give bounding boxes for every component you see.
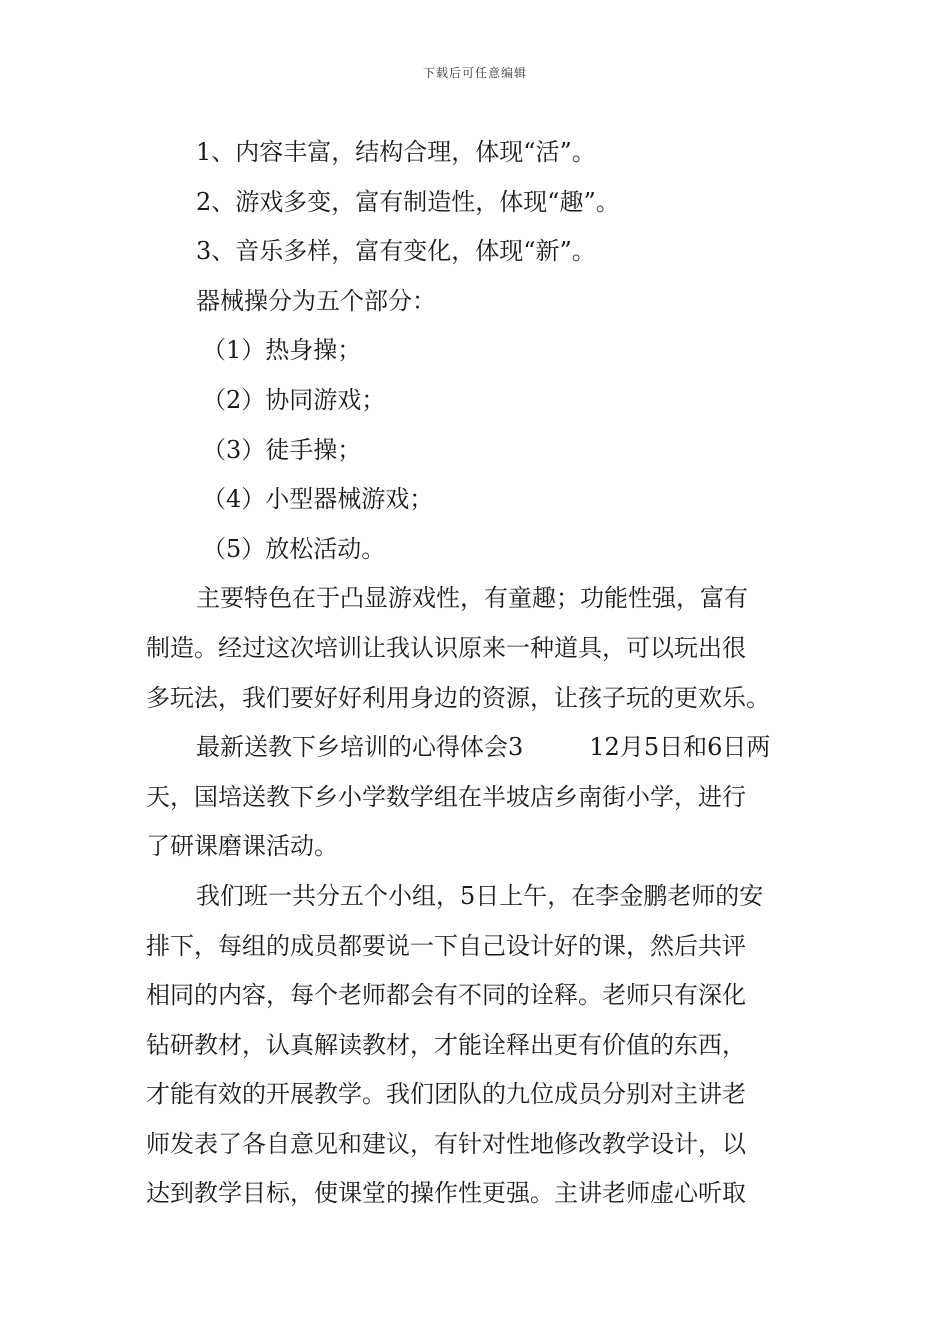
- paragraph-line: 制造。经过这次培训让我认识原来一种道具，可以玩出很: [146, 633, 746, 662]
- page-header-note: 下载后可任意编辑: [422, 66, 527, 80]
- paragraph-line: 才能有效的开展教学。我们团队的九位成员分别对主讲老: [146, 1080, 746, 1109]
- paragraph-line: 达到教学目标，使课堂的操作性更强。主讲老师虚心听取: [146, 1179, 746, 1208]
- paragraph-line: 器械操分为五个部分：: [196, 286, 436, 315]
- paragraph-line: 多玩法，我们要好好利用身边的资源，让孩子玩的更欢乐。: [146, 683, 770, 712]
- list-item: （3）徒手操；: [202, 435, 362, 464]
- section-title: 最新送教下乡培训的心得体会3: [196, 733, 524, 762]
- list-item: （5）放松活动。: [202, 534, 386, 563]
- paragraph-line: 师发表了各自意见和建议，有针对性地修改教学设计，以: [146, 1129, 746, 1158]
- list-item: 1、内容丰富，结构合理，体现“活”。: [196, 138, 596, 166]
- list-item: 3、音乐多样，富有变化，体现“新”。: [196, 237, 596, 266]
- paragraph-line: 天，国培送教下乡小学数学组在半坡店乡南街小学，进行: [146, 782, 746, 811]
- paragraph-line: 排下，每组的成员都要说一下自己设计好的课，然后共评: [146, 931, 746, 960]
- paragraph-line: [146, 723, 808, 773]
- paragraph-text: 12月5日和6日两: [589, 733, 771, 762]
- paragraph-line: 钻研教材，认真解读教材，才能诠释出更有价值的东西，: [146, 1030, 746, 1059]
- paragraph-line: 了研课磨课活动。: [146, 832, 338, 861]
- list-item: （1）热身操；: [202, 336, 362, 365]
- paragraph-line: 主要特色在于凸显游戏性，有童趣；功能性强，富有: [196, 584, 748, 613]
- paragraph-line: 我们班一共分五个小组，5日上午，在李金鹏老师的安: [196, 881, 764, 910]
- list-item: （2）协同游戏；: [202, 385, 386, 414]
- document-body: [146, 128, 808, 1219]
- paragraph-line: 相同的内容，每个老师都会有不同的诠释。老师只有深化: [146, 981, 746, 1010]
- list-item: 2、游戏多变，富有制造性，体现“趣”。: [196, 187, 620, 216]
- list-item: （4）小型器械游戏；: [202, 485, 434, 514]
